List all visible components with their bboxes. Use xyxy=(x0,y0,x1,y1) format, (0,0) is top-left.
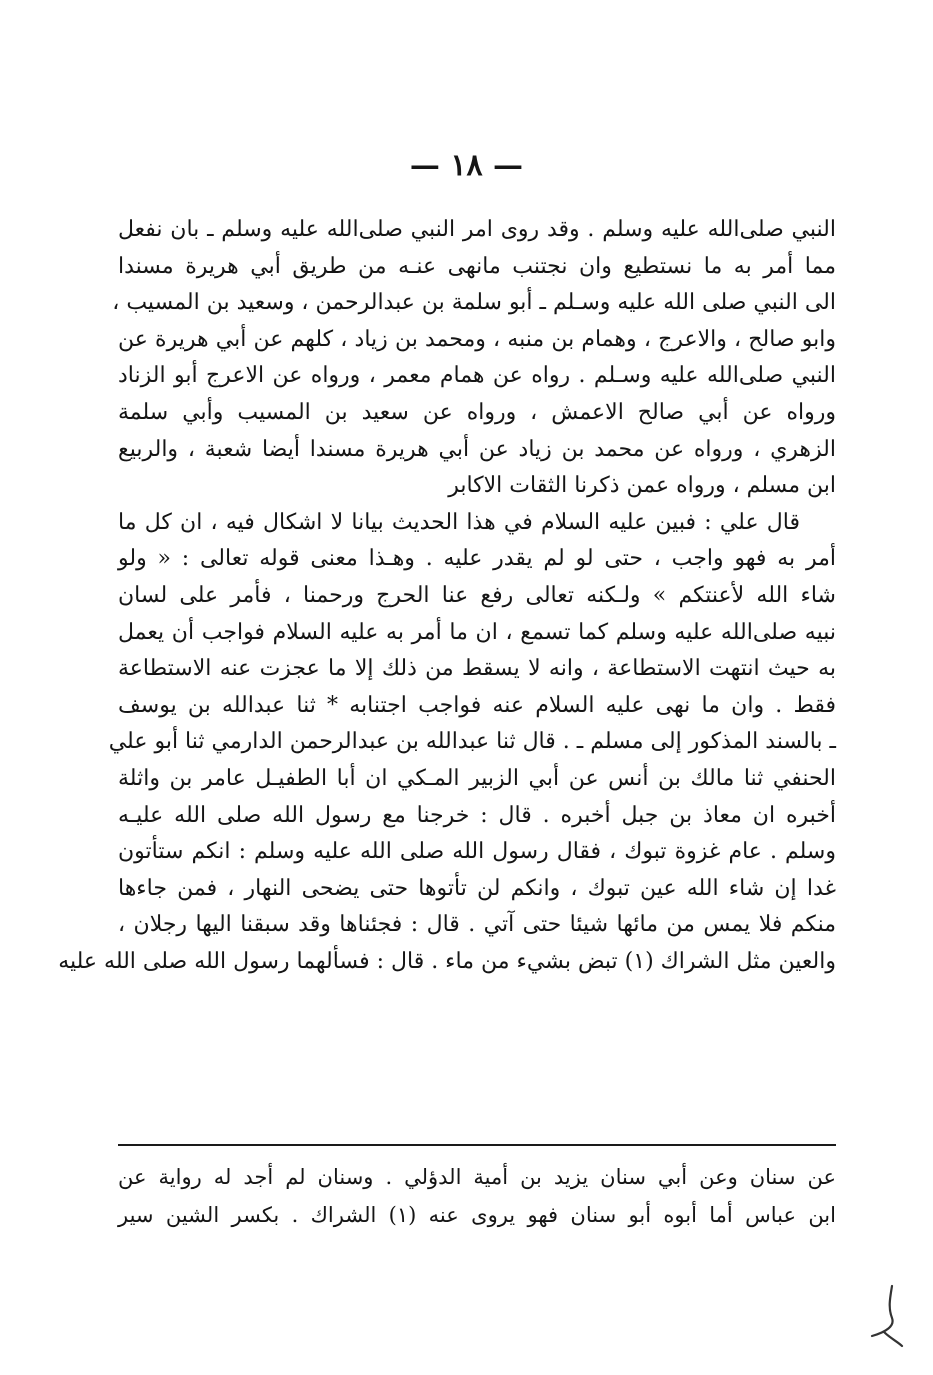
text-line: ابن مسلم ، ورواه عمن ذكرنا الثقات الاكابر xyxy=(448,473,836,499)
text-line: النبي صلى‌الله عليه وسـلم . رواه عن همام معمر ، ورواه عن الاعرج أبو الزناد xyxy=(118,363,836,389)
text-line: الى النبي صلى الله عليه وسـلم ـ أبو سلمة بن عبدالرحمن ، وسعيد بن المسيب ، xyxy=(112,290,836,316)
handwritten-mark-icon xyxy=(862,1282,912,1352)
text-line: الحنفي ثنا مالك بن أنس عن أبي الزبير المـكي ان أبا الطفيـل عامر بن واثلة xyxy=(118,765,836,791)
text-line: ـ بالسند المذكور إلى مسلم ـ . قال ثنا عبدالله بن عبدالرحمن الدارمي ثنا أبو علي xyxy=(108,729,836,755)
footnote-divider xyxy=(118,1144,836,1146)
footnotes xyxy=(118,1158,836,1234)
text-line: نبيه صلى‌الله عليه وسلم كما تسمع ، ان ما أمر به عليه السلام فواجب أن يعمل xyxy=(118,619,836,645)
text-line: وسلم . عام غزوة تبوك ، فقال رسول الله صلى الله عليه وسلم : انكم ستأتون xyxy=(118,839,836,865)
text-line: ورواه عن أبي صالح الاعمش ، ورواه عن سعيد بن المسيب وأبي سلمة xyxy=(118,399,836,425)
text-line: منكم فلا يمس من مائها شيئا حتى آتي . قال : فجئناها وقد سبقنا اليها رجلان ، xyxy=(118,912,836,938)
footnote-line: عن سنان وعن أبي سنان يزيد بن أمية الدؤلي . وسنان لم أجد له رواية عن xyxy=(118,1165,836,1189)
text-line: أمر به فهو واجب ، حتى لو لم يقدر عليه . وهـذا معنى قوله تعالى : « ولو xyxy=(118,546,836,572)
text-line: والعين مثل الشراك (١) تبض بشيء من ماء . قال : فسألهما رسول الله صلى الله عليه xyxy=(58,948,836,974)
text-line: مما أمر به ما نستطيع وان نجتنب مانهى عنـه من طريق أبي هريرة مسندا xyxy=(118,253,836,279)
text-line: أخبره ان معاذ بن جبل أخبره . قال : خرجنا مع رسول الله صلى الله عليـه xyxy=(118,802,836,828)
text-line: شاء الله لأعنتكم » ولـكنه تعالى رفع عنا الحرج ورحمنا ، فأمر على لسان xyxy=(118,582,836,608)
text-line: النبي صلى‌الله عليه وسلم . وقد روى امر النبي صلى‌الله عليه وسلم ـ بان نفعل xyxy=(118,217,836,242)
text-line: به حيث انتهت الاستطاعة ، وانه لا يسقط من ذلك إلا ما عجزت عنه الاستطاعة xyxy=(118,656,836,682)
text-line: قال علي : فبين عليه السلام في هذا الحديث بيانا لا اشكال فيه ، ان كل ما xyxy=(118,509,800,535)
text-line: الزهري ، ورواه عن محمد بن زياد عن أبي هريرة مسندا أيضا شعبة ، والربيع xyxy=(118,436,836,462)
footnote-line: ابن عباس أما أبوه أبو سنان فهو يروى عنه (١) الشراك . بكسر الشين سير xyxy=(118,1203,836,1227)
text-line: غدا إن شاء الله عين تبوك ، وانكم لن تأتوها حتى يضحى النهار ، فمن جاءها xyxy=(118,875,836,901)
text-line: وابو صالح ، والاعرج ، وهمام بن منبه ، ومحمد بن زياد ، كلهم عن أبي هريرة عن xyxy=(118,326,836,352)
text-line: فقط . وان ما نهى عليه السلام عنه فواجب اجتنابه * ثنا عبدالله بن يوسف xyxy=(118,692,836,718)
page-number: — ١٨ — xyxy=(409,148,524,183)
main-text-body xyxy=(58,212,836,980)
